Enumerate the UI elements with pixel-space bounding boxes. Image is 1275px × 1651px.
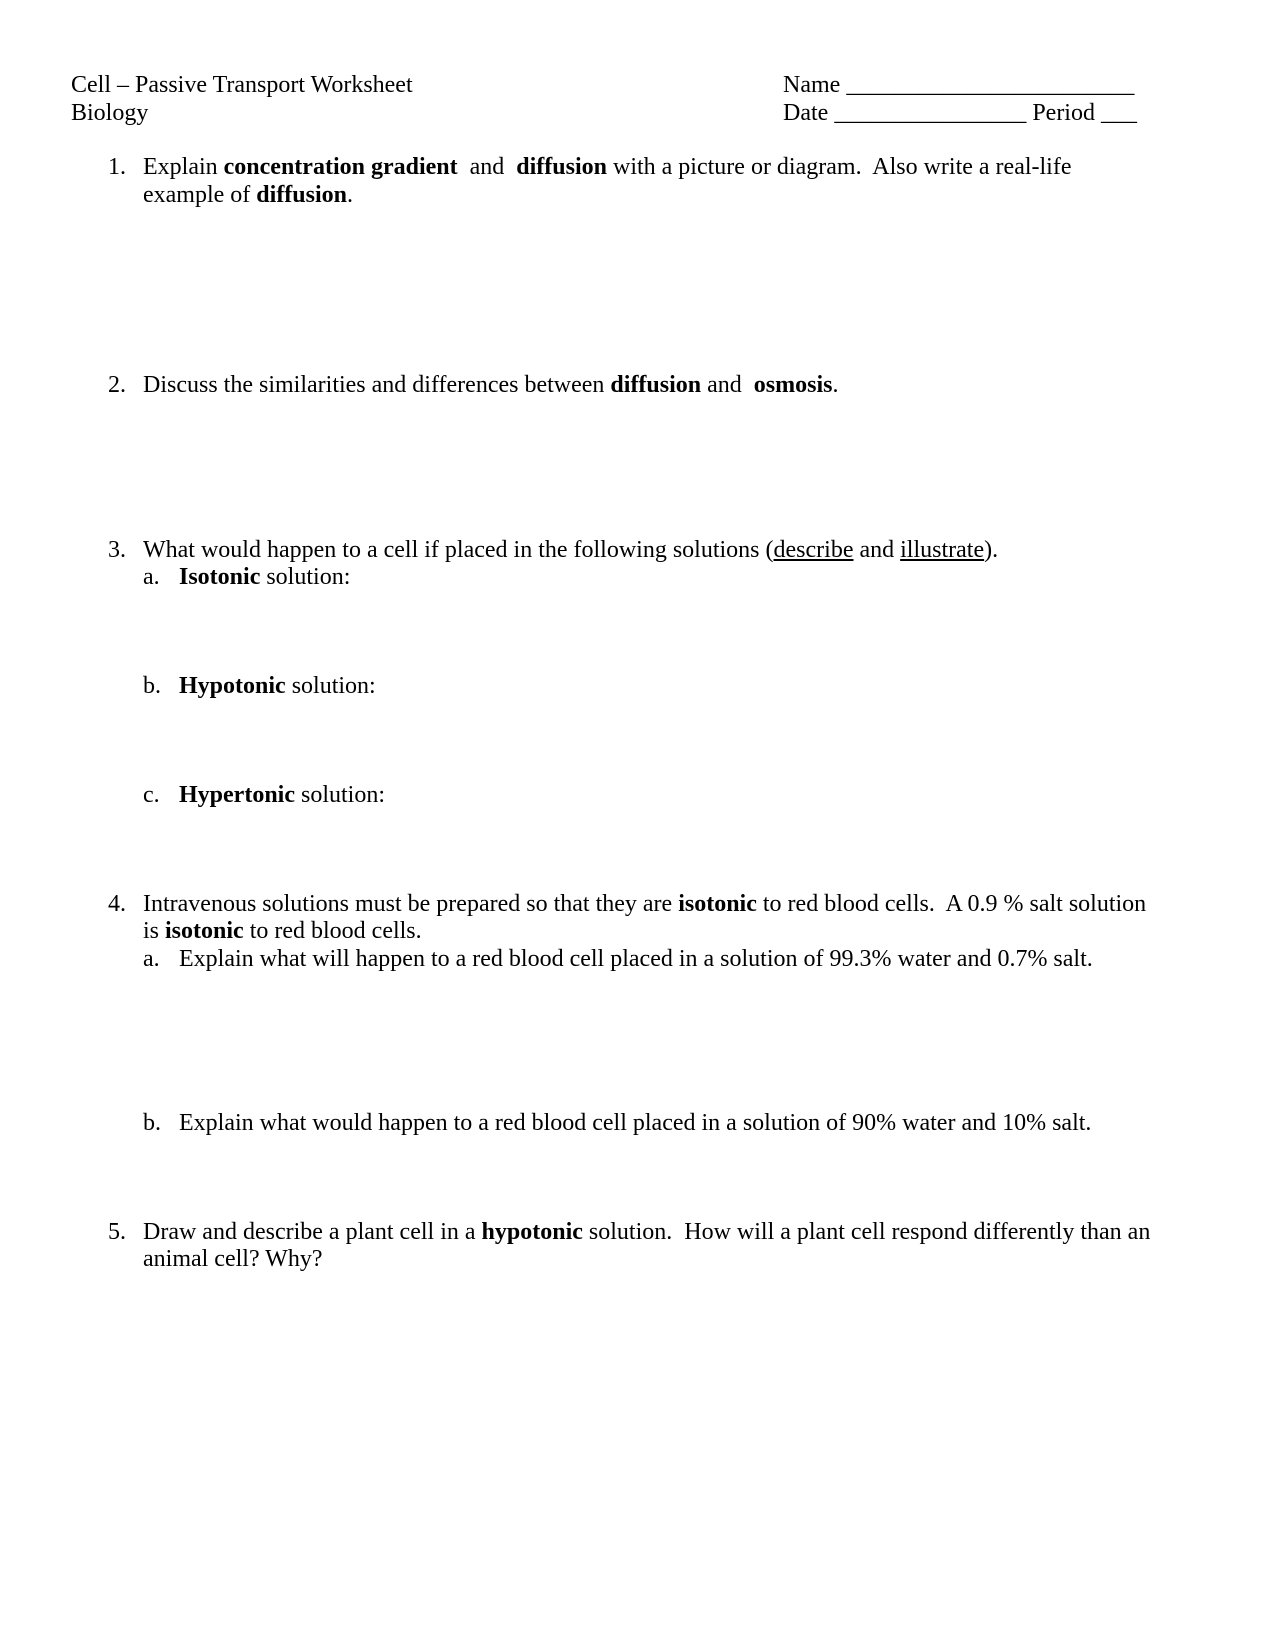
question-text-cont: animal cell? Why? bbox=[143, 1246, 323, 1272]
subquestion-letter: b. bbox=[143, 673, 161, 699]
subquestion-letter: b. bbox=[143, 1110, 161, 1136]
question-text: Discuss the similarities and differences between diffusion and osmosis. bbox=[143, 372, 839, 398]
name-line bbox=[783, 71, 1134, 99]
worksheet-title: Cell – Passive Transport Worksheet bbox=[71, 72, 413, 98]
subquestion-text: Explain what would happen to a red blood cell placed in a solution of 90% water and 10% salt. bbox=[179, 1110, 1092, 1136]
question-number: 5. bbox=[108, 1219, 126, 1245]
subquestion-letter: a. bbox=[143, 946, 160, 972]
question-text: Draw and describe a plant cell in a hypotonic solution. How will a plant cell respond differently than an bbox=[143, 1219, 1151, 1245]
subquestion-isotonic: Isotonic solution: bbox=[179, 564, 351, 590]
question-text: Intravenous solutions must be prepared so that they are isotonic to red blood cells. A 0.9 % salt solution bbox=[143, 891, 1147, 917]
period-blank[interactable]: ___ bbox=[1100, 100, 1137, 126]
question-number: 3. bbox=[108, 537, 126, 563]
question-number: 4. bbox=[108, 891, 126, 917]
subquestion-letter: c. bbox=[143, 782, 160, 808]
question-text: What would happen to a cell if placed in the following solutions (describe and illustrate). bbox=[143, 537, 999, 563]
date-blank[interactable]: ________________ bbox=[834, 100, 1027, 126]
name-label: Name bbox=[783, 72, 841, 98]
question-text-cont: is isotonic to red blood cells. bbox=[143, 918, 422, 944]
question-number: 1. bbox=[108, 154, 126, 180]
question-text-cont: example of diffusion. bbox=[143, 182, 353, 208]
date-period-line bbox=[783, 99, 1137, 127]
name-blank[interactable]: ________________________ bbox=[846, 72, 1135, 98]
subject-label: Biology bbox=[71, 100, 149, 126]
date-label: Date bbox=[783, 100, 829, 126]
subquestion-hypotonic: Hypotonic solution: bbox=[179, 673, 376, 699]
question-number: 2. bbox=[108, 372, 126, 398]
subquestion-hypertonic: Hypertonic solution: bbox=[179, 782, 385, 808]
subquestion-letter: a. bbox=[143, 564, 160, 590]
question-text: Explain concentration gradient and diffusion with a picture or diagram. Also write a real-life bbox=[143, 154, 1072, 180]
period-label: Period bbox=[1032, 100, 1095, 126]
subquestion-text: Explain what will happen to a red blood cell placed in a solution of 99.3% water and 0.7% salt. bbox=[179, 946, 1093, 972]
